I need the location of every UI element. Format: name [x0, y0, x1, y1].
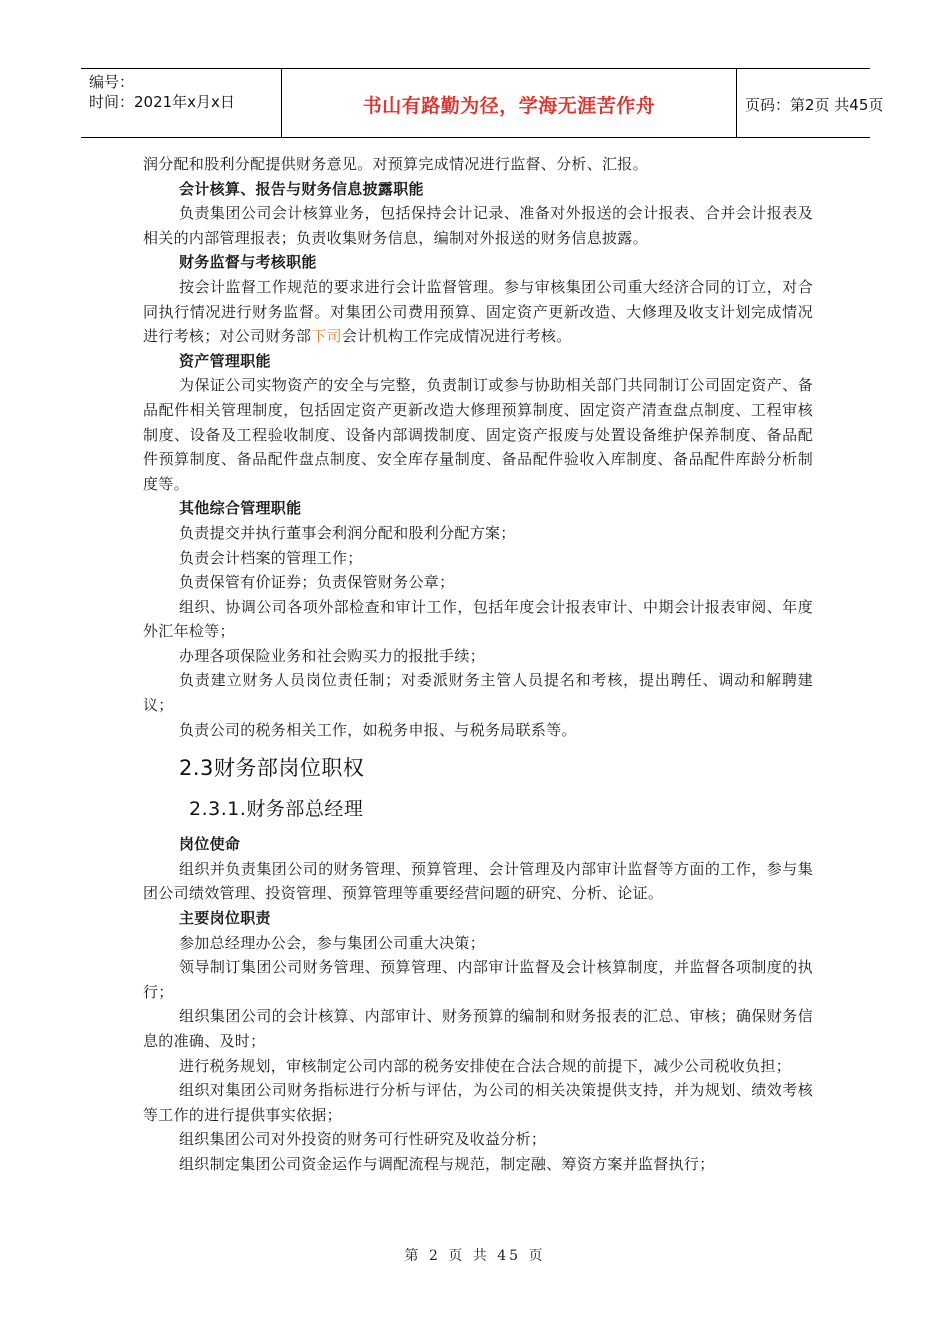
header-motto-cell [282, 69, 737, 137]
document-number-label: 编号： [89, 73, 135, 91]
subheading-accounting: 会计核算、报告与财务信息披露职能 [179, 179, 424, 198]
header-meta-cell [81, 69, 282, 137]
list-item: 负责会计档案的管理工作； [179, 548, 363, 567]
page-header-table [81, 68, 884, 138]
list-item: 组织、协调公司各项外部检查和审计工作，包括年度会计报表审计、中期会计报表审阅、年度外汇年检等； [143, 597, 813, 641]
list-item: 负责保管有价证券；负责保管财务公章； [179, 573, 455, 592]
list-item: 负责提交并执行董事会利润分配和股利分配方案； [179, 523, 516, 542]
subheading-supervision: 财务监督与考核职能 [179, 253, 317, 272]
list-item: 组织集团公司对外投资的财务可行性研究及收益分析； [179, 1130, 547, 1149]
subheading-other: 其他综合管理职能 [179, 499, 302, 518]
list-item: 领导制订集团公司财务管理、预算管理、内部审计监督及会计核算制度，并监督各项制度的执行； [143, 958, 813, 1001]
subheading-mission: 岗位使命 [179, 835, 241, 854]
paragraph: 负责集团公司会计核算业务，包括保持会计记录、准备对外报送的会计报表、合并会计报表及相关的内部管理报表；负责收集财务信息，编制对外报送的财务信息披露。 [143, 204, 813, 247]
section-heading-2-3-1: 2.3.1.财务部总经理 [189, 798, 364, 821]
text-span: 会计机构工作完成情况进行考核。 [341, 327, 572, 346]
paragraph: 润分配和股利分配提供财务意见。对预算完成情况进行监督、分析、汇报。 [143, 155, 648, 173]
page-footer: 第 2 页 共 45 页 [404, 1248, 546, 1264]
list-item: 负责公司的税务相关工作，如税务申报、与税务局联系等。 [179, 720, 577, 739]
paragraph: 组织并负责集团公司的财务管理、预算管理、会计管理及内部审计监督等方面的工作，参与集团公司绩效管理、投资管理、预算管理等重要经营问题的研究、分析、论证。 [143, 859, 813, 903]
header-page-info: 页码：第2页 共45页 [745, 96, 884, 114]
list-item: 组织集团公司的会计核算、内部审计、财务预算的编制和财务报表的汇总、审核；确保财务信息的准确、及时； [143, 1007, 813, 1050]
paragraph [143, 275, 813, 349]
list-item: 参加总经理办公会，参与集团公司重大决策； [179, 933, 486, 952]
highlighted-text: 下司 [311, 327, 342, 346]
section-heading-2-3: 2.3财务部岗位职权 [179, 756, 365, 781]
document-body [143, 152, 813, 1177]
list-item: 办理各项保险业务和社会购买力的报批手续； [179, 646, 486, 665]
subheading-duties: 主要岗位职责 [179, 909, 271, 928]
list-item: 负责建立财务人员岗位责任制；对委派财务主管人员提名和考核，提出聘任、调动和解聘建议； [143, 671, 813, 715]
header-page-cell [737, 69, 884, 137]
list-item: 进行税务规划，审核制定公司内部的税务安排使在合法合规的前提下，减少公司税收负担； [179, 1056, 792, 1075]
header-motto: 书山有路勤为径，学海无涯苦作舟 [362, 95, 656, 117]
list-item: 组织制定集团公司资金运作与调配流程与规范，制定融、筹资方案并监督执行； [179, 1154, 715, 1173]
document-date-label: 时间：2021年x月x日 [89, 93, 235, 111]
list-item: 组织对集团公司财务指标进行分析与评估，为公司的相关决策提供支持，并为规划、绩效考核等工作的进行提供事实依据； [143, 1081, 813, 1124]
subheading-asset: 资产管理职能 [179, 351, 271, 370]
text-span: 按会计监督工作规范的要求进行会计监督管理。参与审核集团公司重大经济合同的订立，对合同执行情况进行财务监督。对集团公司费用预算、固定资产更新改造、大修理及收支计划完成情况进行考核；对公司财务部 [143, 277, 813, 346]
paragraph: 为保证公司实物资产的安全与完整，负责制订或参与协助相关部门共同制订公司固定资产、备品配件相关管理制度，包括固定资产更新改造大修理预算制度、固定资产清查盘点制度、工程审核制度、设备及工程验收制度、设备内部调拨制度、固定资产报废与处置设备维护保养制度、备品配件预算制度、备品配件盘点制度、安全库存量制度、备品配件验收入库制度、备品配件库龄分析制度等。 [143, 376, 813, 493]
